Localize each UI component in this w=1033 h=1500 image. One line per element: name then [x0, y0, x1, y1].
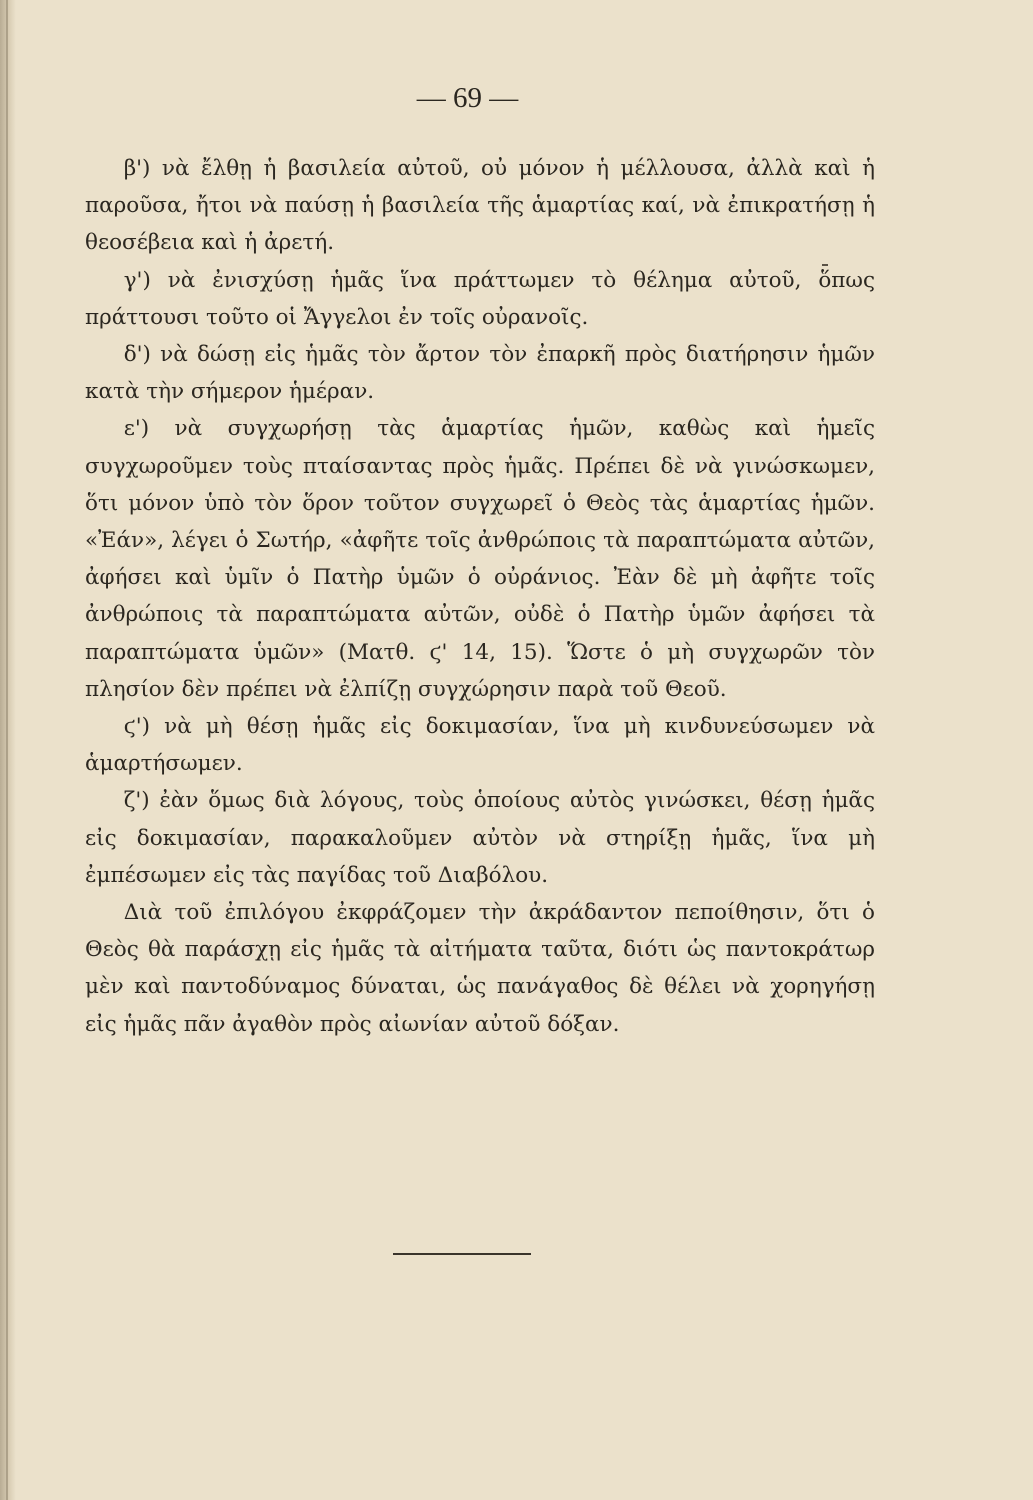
paragraph-petition-gamma: γ') νὰ ἐνισχύσῃ ἡμᾶς ἵνα πράττωμεν τὸ θέλημα αὐτοῦ, ὅπως πράττουσι τοῦτο οἱ Ἄγγελοι ἐν τοῖς οὐρανοῖς.	[85, 267, 875, 330]
binding-edge-line	[6, 0, 8, 1500]
paragraph-petition-zeta: ζ') ἐὰν ὅμως διὰ λόγους, τοὺς ὁποίους αὐτὸς γινώσκει, θέσῃ ἡμᾶς εἰς δοκιμασίαν, παρακαλοῦμεν αὐτὸν νὰ στηρίξῃ ἡμᾶς, ἵνα μὴ ἐμπέσωμεν εἰς τὰς παγίδας τοῦ Διαβόλου.	[85, 788, 875, 888]
paragraph-petition-beta: β') νὰ ἔλθῃ ἡ βασιλεία αὐτοῦ, οὐ μόνον ἡ μέλλουσα, ἀλλὰ καὶ ἡ παροῦσα, ἤτοι νὰ παύσῃ ἡ βασιλεία τῆς ἁμαρτίας καί, νὰ ἐπικρατήσῃ ἡ θεοσέβεια καὶ ἡ ἀρετή.	[85, 156, 875, 256]
body-text	[85, 150, 875, 1043]
paragraph-epilogue: Διὰ τοῦ ἐπιλόγου ἐκφράζομεν τὴν ἀκράδαντον πεποίθησιν, ὅτι ὁ Θεὸς θὰ παράσχῃ εἰς ἡμᾶς τὰ αἰτήματα ταῦτα, διότι ὡς παντοκράτωρ μὲν καὶ παντοδύναμος δύναται, ὡς πανάγαθος δὲ θέλει νὰ χορηγήσῃ εἰς ἡμᾶς πᾶν ἀγαθὸν πρὸς αἰωνίαν αὐτοῦ δόξαν.	[85, 900, 875, 1037]
closing-rule	[393, 1253, 531, 1255]
paragraph-petition-delta: δ') νὰ δώσῃ εἰς ἡμᾶς τὸν ἄρτον τὸν ἐπαρκῆ πρὸς διατήρησιν ἡμῶν κατὰ τὴν σήμερον ἡμέραν.	[85, 342, 875, 405]
paragraph-petition-epsilon: ε') νὰ συγχωρήσῃ τὰς ἁμαρτίας ἡμῶν, καθὼς καὶ ἡμεῖς συγχωροῦμεν τοὺς πταίσαντας πρὸς ἡμᾶς. Πρέπει δὲ νὰ γινώσκωμεν, ὅτι μόνον ὑπὸ τὸν ὅρον τοῦτον συγχωρεῖ ὁ Θεὸς τὰς ἁμαρτίας ἡμῶν. «Ἐάν», λέγει ὁ Σωτήρ, «ἀφῆτε τοῖς ἀνθρώποις τὰ παραπτώματα αὐτῶν, ἀφήσει καὶ ὑμῖν ὁ Πατὴρ ὑμῶν ὁ οὐράνιος. Ἐὰν δὲ μὴ ἀφῆτε τοῖς ἀνθρώποις τὰ παραπτώματα αὐτῶν, οὐδὲ ὁ Πατὴρ ὑμῶν ἀφήσει τὰ παραπτώματα ὑμῶν» (Ματθ. ϛ' 14, 15). Ὥστε ὁ μὴ συγχωρῶν τὸν πλησίον δὲν πρέπει νὰ ἐλπίζῃ συγχώρησιν παρὰ τοῦ Θεοῦ.	[85, 416, 875, 702]
paragraph-petition-stigma: ϛ') νὰ μὴ θέσῃ ἡμᾶς εἰς δοκιμασίαν, ἵνα μὴ κινδυνεύσωμεν νὰ ἁμαρτήσωμεν.	[85, 714, 875, 777]
page-number: — 69 —	[416, 82, 519, 114]
page-spine-shadow	[0, 0, 16, 1500]
